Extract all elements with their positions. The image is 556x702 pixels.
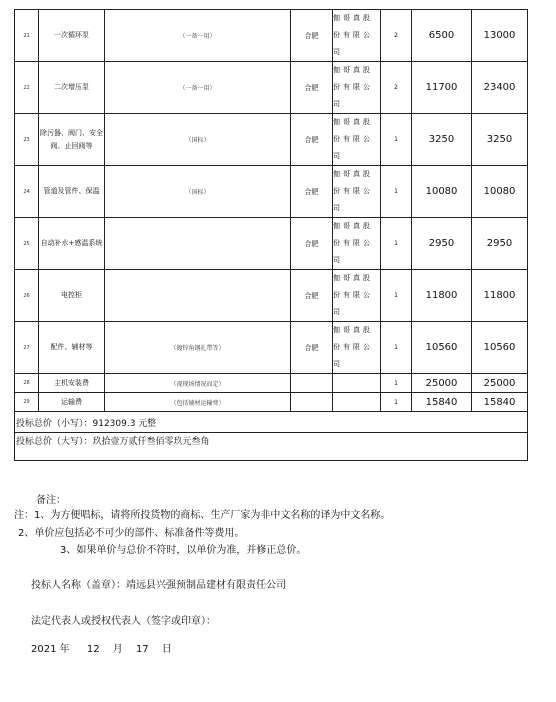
- table-row: [15, 166, 528, 218]
- manufacturer-char: 哥: [343, 222, 353, 230]
- item-quantity: 1: [381, 114, 412, 166]
- item-spec: （视现场情况而定）: [105, 374, 291, 393]
- date-day-unit: 日: [161, 644, 172, 655]
- item-name: 管道及管件、保温: [39, 166, 105, 218]
- item-quantity: 1: [381, 374, 412, 393]
- manufacturer-char: 哥: [343, 66, 353, 74]
- item-manufacturer: [333, 218, 381, 270]
- manufacturer-char: 限: [353, 343, 363, 351]
- manufacturer-char: 股: [363, 118, 373, 126]
- row-number: 22: [15, 62, 39, 114]
- table-row: [15, 218, 528, 270]
- item-unit-price: 11700: [412, 62, 472, 114]
- item-manufacturer: [333, 374, 381, 393]
- row-number: 26: [15, 270, 39, 322]
- manufacturer-char: 公: [363, 135, 373, 143]
- manufacturer-char: 股: [363, 14, 373, 22]
- note-line-3: 3、如果单价与总价不符时，以单价为准，并修正总价。: [60, 545, 307, 556]
- total-small: 投标总价（小写）：912309.3 元整: [15, 412, 528, 433]
- manufacturer-char: 有: [343, 291, 353, 299]
- total-large: 投标总价（大写）：玖拾壹万贰仟叁佰零玖元叁角: [15, 433, 528, 461]
- manufacturer-char: 有: [343, 187, 353, 195]
- date-day: 17: [135, 644, 149, 655]
- manufacturer-char: 有: [343, 135, 353, 143]
- item-total: 10560: [472, 322, 528, 374]
- bid-table: [14, 9, 528, 461]
- item-spec: [105, 218, 291, 270]
- item-total: 13000: [472, 10, 528, 62]
- manufacturer-char: 限: [353, 239, 363, 247]
- manufacturer-char: 限: [353, 31, 363, 39]
- manufacturer-char: 限: [353, 135, 363, 143]
- manufacturer-char: 哥: [343, 118, 353, 126]
- item-spec: （国标）: [105, 114, 291, 166]
- manufacturer-char: 司: [333, 360, 343, 368]
- manufacturer-char: 份: [333, 291, 343, 299]
- manufacturer-char: 真: [353, 274, 363, 282]
- item-spec: [105, 270, 291, 322]
- item-total: 11800: [472, 270, 528, 322]
- manufacturer-char: 份: [333, 239, 343, 247]
- table-row: [15, 10, 528, 62]
- notes-heading: 备注：: [36, 495, 66, 506]
- item-name: 除污器、阀门、安全阀、止回阀等: [39, 114, 105, 166]
- manufacturer-char: 限: [353, 83, 363, 91]
- manufacturer-char: 股: [363, 326, 373, 334]
- table-row: [15, 393, 528, 412]
- manufacturer-char: 司: [333, 204, 343, 212]
- item-quantity: 1: [381, 218, 412, 270]
- manufacturer-char: 伽: [333, 14, 343, 22]
- manufacturer-char: 限: [353, 291, 363, 299]
- item-brand: [291, 393, 333, 412]
- manufacturer-char: 哥: [343, 326, 353, 334]
- table-row: [15, 374, 528, 393]
- item-brand: 合肥: [291, 10, 333, 62]
- manufacturer-char: 份: [333, 83, 343, 91]
- item-quantity: 2: [381, 62, 412, 114]
- manufacturer-char: 份: [333, 343, 343, 351]
- item-manufacturer: [333, 393, 381, 412]
- total-large-row: [15, 433, 528, 461]
- item-name: 配件、辅材等: [39, 322, 105, 374]
- manufacturer-char: 股: [363, 274, 373, 282]
- item-spec: （一备一用）: [105, 62, 291, 114]
- item-manufacturer: [333, 270, 381, 322]
- manufacturer-char: 真: [353, 326, 363, 334]
- manufacturer-char: 哥: [343, 14, 353, 22]
- item-quantity: 1: [381, 166, 412, 218]
- item-quantity: 1: [381, 322, 412, 374]
- item-total: 15840: [472, 393, 528, 412]
- manufacturer-char: 有: [343, 343, 353, 351]
- manufacturer-char: 公: [363, 343, 373, 351]
- date-month-unit: 月: [112, 644, 123, 655]
- item-spec: （国标）: [105, 166, 291, 218]
- date-month: 12: [86, 644, 100, 655]
- row-number: 29: [15, 393, 39, 412]
- manufacturer-char: 有: [343, 31, 353, 39]
- item-manufacturer: [333, 166, 381, 218]
- item-brand: [291, 374, 333, 393]
- manufacturer-char: 份: [333, 31, 343, 39]
- date-line: [31, 640, 172, 655]
- manufacturer-char: 股: [363, 66, 373, 74]
- item-manufacturer: [333, 322, 381, 374]
- manufacturer-char: 哥: [343, 170, 353, 178]
- manufacturer-char: 公: [363, 187, 373, 195]
- manufacturer-char: 有: [343, 83, 353, 91]
- manufacturer-char: 司: [333, 308, 343, 316]
- item-quantity: 1: [381, 270, 412, 322]
- manufacturer-char: 公: [363, 291, 373, 299]
- manufacturer-char: 真: [353, 14, 363, 22]
- manufacturer-char: 真: [353, 66, 363, 74]
- manufacturer-char: 真: [353, 118, 363, 126]
- item-unit-price: 2950: [412, 218, 472, 270]
- item-total: 10080: [472, 166, 528, 218]
- manufacturer-char: 真: [353, 170, 363, 178]
- note-line-1: 注：1、为方便唱标，请将所投货物的商标、生产厂家为非中文名称的译为中文名称。: [14, 510, 391, 521]
- manufacturer-char: 限: [353, 187, 363, 195]
- manufacturer-char: 伽: [333, 66, 343, 74]
- manufacturer-char: 伽: [333, 274, 343, 282]
- item-name: 二次增压泵: [39, 62, 105, 114]
- row-number: 25: [15, 218, 39, 270]
- row-number: 23: [15, 114, 39, 166]
- item-brand: 合肥: [291, 62, 333, 114]
- row-number: 28: [15, 374, 39, 393]
- table-row: [15, 114, 528, 166]
- item-unit-price: 6500: [412, 10, 472, 62]
- item-total: 23400: [472, 62, 528, 114]
- item-manufacturer: [333, 62, 381, 114]
- item-name: 自动补水+感温系统: [39, 218, 105, 270]
- item-name: 运输费: [39, 393, 105, 412]
- item-spec: （镀锌角钢扎带等）: [105, 322, 291, 374]
- item-unit-price: 15840: [412, 393, 472, 412]
- row-number: 24: [15, 166, 39, 218]
- item-manufacturer: [333, 10, 381, 62]
- manufacturer-char: 伽: [333, 170, 343, 178]
- item-brand: 合肥: [291, 166, 333, 218]
- item-brand: 合肥: [291, 322, 333, 374]
- item-brand: 合肥: [291, 270, 333, 322]
- table-row: [15, 270, 528, 322]
- item-unit-price: 10560: [412, 322, 472, 374]
- table-row: [15, 322, 528, 374]
- date-year: 2021 年: [31, 644, 70, 655]
- manufacturer-char: 司: [333, 152, 343, 160]
- manufacturer-char: 真: [353, 222, 363, 230]
- item-brand: 合肥: [291, 114, 333, 166]
- item-brand: 合肥: [291, 218, 333, 270]
- manufacturer-char: 伽: [333, 222, 343, 230]
- manufacturer-char: 哥: [343, 274, 353, 282]
- item-manufacturer: [333, 114, 381, 166]
- manufacturer-char: 份: [333, 135, 343, 143]
- representative-label: 法定代表人或授权代表人（签字或印章）：: [31, 616, 216, 627]
- item-spec: （一备一用）: [105, 10, 291, 62]
- item-unit-price: 25000: [412, 374, 472, 393]
- bidder-name: 投标人名称（盖章）：靖远县兴强预制品建材有限责任公司: [31, 580, 286, 591]
- total-small-row: [15, 412, 528, 433]
- manufacturer-char: 公: [363, 83, 373, 91]
- item-name: 一次循环泵: [39, 10, 105, 62]
- item-unit-price: 11800: [412, 270, 472, 322]
- manufacturer-char: 份: [333, 187, 343, 195]
- item-total: 25000: [472, 374, 528, 393]
- row-number: 21: [15, 10, 39, 62]
- manufacturer-char: 司: [333, 256, 343, 264]
- item-unit-price: 10080: [412, 166, 472, 218]
- manufacturer-char: 股: [363, 170, 373, 178]
- manufacturer-char: 司: [333, 48, 343, 56]
- item-quantity: 1: [381, 393, 412, 412]
- manufacturer-char: 公: [363, 239, 373, 247]
- item-quantity: 2: [381, 10, 412, 62]
- manufacturer-char: 股: [363, 222, 373, 230]
- manufacturer-char: 公: [363, 31, 373, 39]
- item-total: 3250: [472, 114, 528, 166]
- item-name: 主机安装费: [39, 374, 105, 393]
- manufacturer-char: 伽: [333, 118, 343, 126]
- item-spec: （包括辅材运输费）: [105, 393, 291, 412]
- item-total: 2950: [472, 218, 528, 270]
- table-row: [15, 62, 528, 114]
- manufacturer-char: 司: [333, 100, 343, 108]
- manufacturer-char: 有: [343, 239, 353, 247]
- manufacturer-char: 伽: [333, 326, 343, 334]
- row-number: 27: [15, 322, 39, 374]
- note-line-2: 2、单价应包括必不可少的部件、标准备件等费用。: [18, 528, 245, 539]
- item-unit-price: 3250: [412, 114, 472, 166]
- item-name: 电控柜: [39, 270, 105, 322]
